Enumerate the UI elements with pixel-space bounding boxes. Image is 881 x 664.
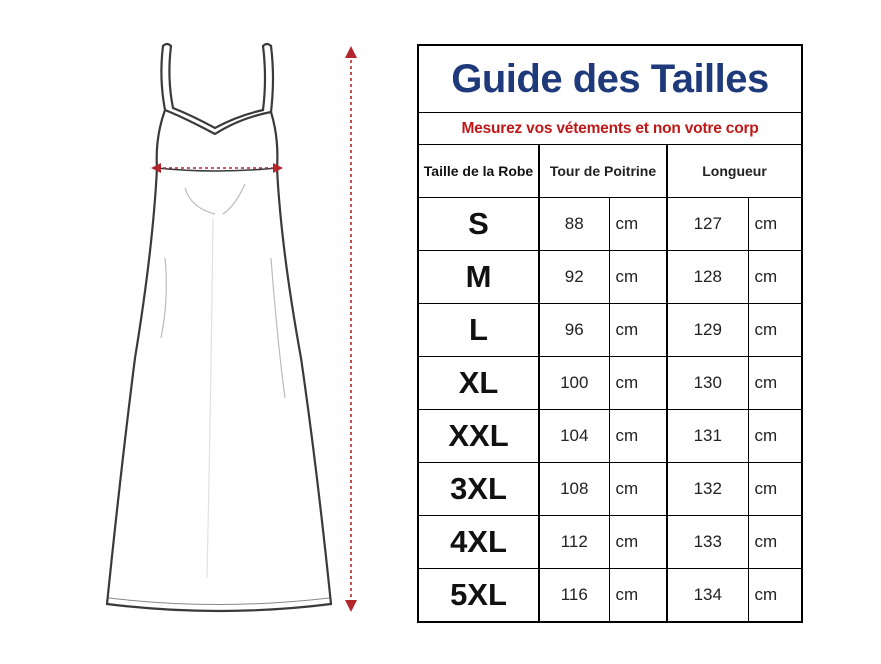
length-value: 130: [667, 357, 748, 410]
size-label: XXL: [418, 410, 539, 463]
length-unit: cm: [748, 569, 802, 623]
bust-unit: cm: [609, 463, 667, 516]
header-size: Taille de la Robe: [418, 145, 539, 198]
bust-unit: cm: [609, 251, 667, 304]
length-unit: cm: [748, 251, 802, 304]
length-value: 127: [667, 198, 748, 251]
size-label: S: [418, 198, 539, 251]
length-measure-arrow-icon: [345, 46, 357, 612]
length-value: 128: [667, 251, 748, 304]
bust-unit: cm: [609, 410, 667, 463]
bust-value: 108: [539, 463, 609, 516]
bust-unit: cm: [609, 304, 667, 357]
length-unit: cm: [748, 198, 802, 251]
bust-value: 92: [539, 251, 609, 304]
bust-value: 112: [539, 516, 609, 569]
table-title: Guide des Tailles: [418, 45, 802, 113]
length-unit: cm: [748, 516, 802, 569]
table-row: [418, 410, 802, 463]
bust-value: 104: [539, 410, 609, 463]
bust-value: 88: [539, 198, 609, 251]
dress-outline-icon: [95, 38, 385, 628]
length-value: 131: [667, 410, 748, 463]
bust-unit: cm: [609, 357, 667, 410]
size-label: 5XL: [418, 569, 539, 623]
length-value: 134: [667, 569, 748, 623]
table-row: [418, 463, 802, 516]
bust-value: 100: [539, 357, 609, 410]
length-value: 133: [667, 516, 748, 569]
size-label: M: [418, 251, 539, 304]
bust-value: 116: [539, 569, 609, 623]
length-value: 129: [667, 304, 748, 357]
table-row: [418, 357, 802, 410]
table-row: [418, 198, 802, 251]
table-row: [418, 304, 802, 357]
size-label: XL: [418, 357, 539, 410]
bust-value: 96: [539, 304, 609, 357]
size-label: 3XL: [418, 463, 539, 516]
size-chart-table: [417, 44, 803, 623]
length-value: 132: [667, 463, 748, 516]
length-unit: cm: [748, 304, 802, 357]
bust-unit: cm: [609, 516, 667, 569]
length-unit: cm: [748, 357, 802, 410]
length-unit: cm: [748, 463, 802, 516]
table-row: [418, 251, 802, 304]
table-row: [418, 516, 802, 569]
size-label: 4XL: [418, 516, 539, 569]
table-row: [418, 569, 802, 623]
bust-unit: cm: [609, 569, 667, 623]
header-bust: Tour de Poitrine: [539, 145, 667, 198]
header-length: Longueur: [667, 145, 802, 198]
bust-unit: cm: [609, 198, 667, 251]
table-subtitle: Mesurez vos vétements et non votre corp: [418, 113, 802, 145]
size-label: L: [418, 304, 539, 357]
length-unit: cm: [748, 410, 802, 463]
